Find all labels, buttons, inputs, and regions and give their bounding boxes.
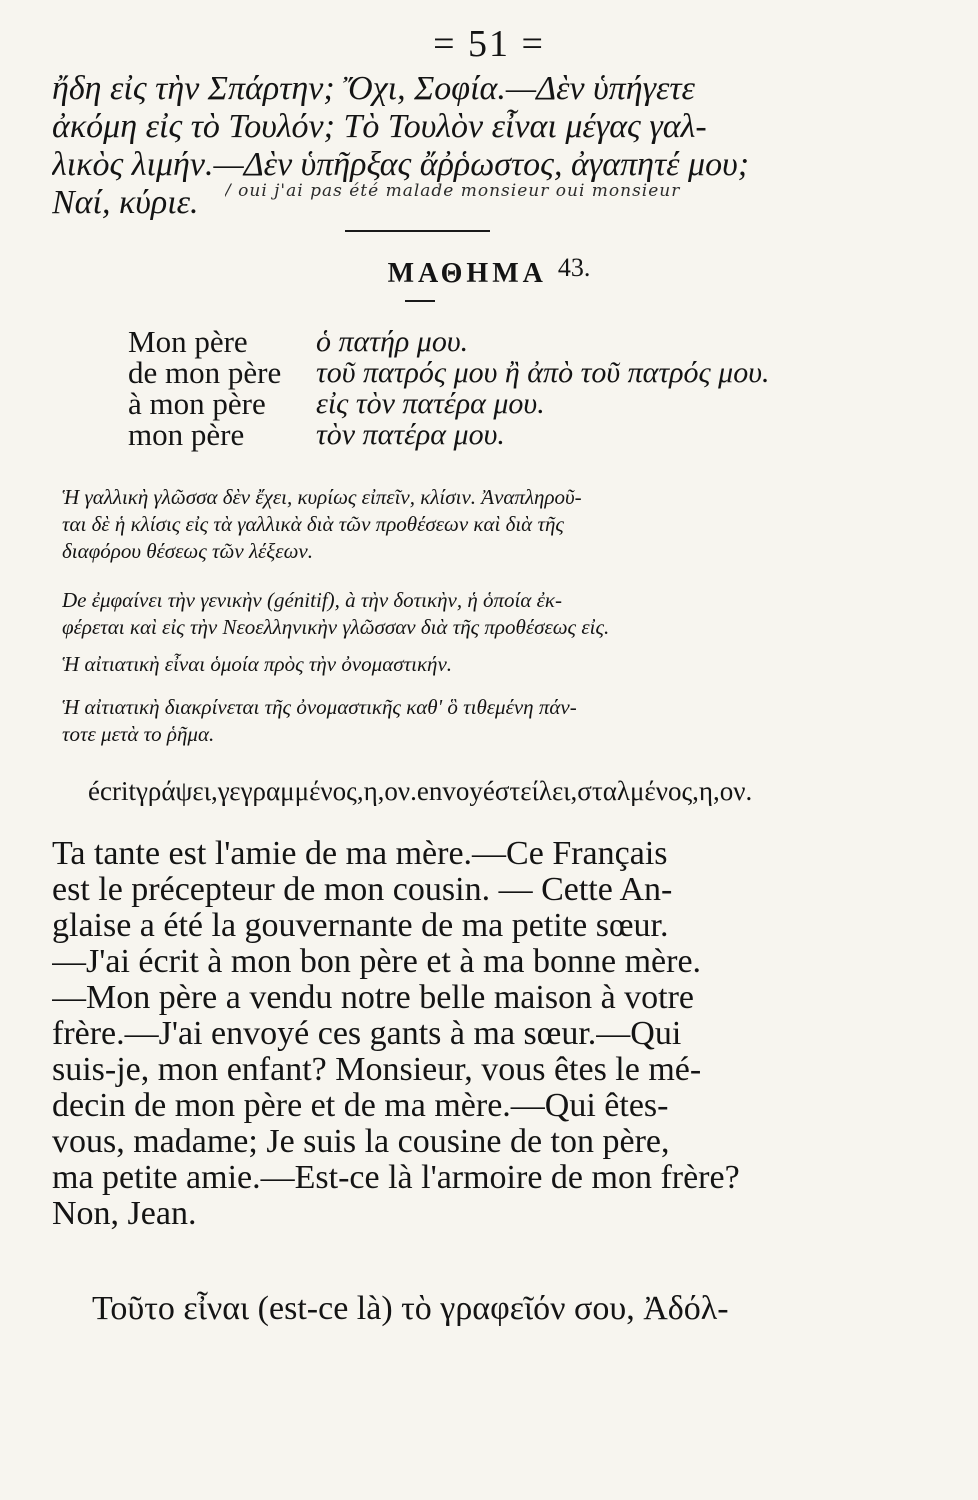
note-line: τοτε μετὰ το ῥῆμα. xyxy=(62,722,215,746)
exercise-line: vous, madame; Je suis la cousine de ton père, xyxy=(52,1124,670,1160)
exercise-line: ma petite amie.—Est-ce là l'armoire de mon frère? xyxy=(52,1160,740,1196)
grammar-note xyxy=(62,587,802,641)
page-number: = 51 = xyxy=(433,23,545,65)
note-line: φέρεται καὶ εἰς τὴν Νεοελληνικὴν γλῶσσαν διὰ τῆς προθέσεως εἰς. xyxy=(62,615,610,639)
french-form: Mon père xyxy=(128,324,248,359)
note-line: Ἡ αἰτιατικὴ διακρίνεται τῆς ὀνομαστικῆς καθ' ὃ τιθεμένη πάν- xyxy=(62,695,577,719)
handwritten-annotation: / oui j'ai pas été malade monsieur oui monsieur xyxy=(225,181,681,201)
text-line: ἤδη εἰς τὴν Σπάρτην; Ὄχι, Σοφία.—Δὲν ὑπήγετε xyxy=(52,70,695,107)
greek-form: εἰς τὸν πατέρα μου. xyxy=(316,387,545,420)
note-line: De ἐμφαίνει τὴν γενικὴν (génitif), à τὴν δοτικὴν, ἡ ὁποία ἐκ- xyxy=(62,588,562,612)
short-divider xyxy=(405,300,435,302)
exercise-line: Non, Jean. xyxy=(52,1196,197,1232)
divider-rule xyxy=(345,230,490,232)
exercise-line: —J'ai écrit à mon bon père et à ma bonne mère. xyxy=(52,944,702,980)
text-line: λικὸς λιμήν.—Δὲν ὑπῆρξας ἄῤῥωστος, ἀγαπητέ μου; xyxy=(52,146,750,183)
exercise-line: Ta tante est l'amie de ma mère.—Ce Français xyxy=(52,836,668,872)
lesson-number: 43. xyxy=(557,253,591,282)
note-line: Ἡ γαλλικὴ γλῶσσα δὲν ἔχει, κυρίως εἰπεῖν, κλίσιν. Ἀναπληροῦ- xyxy=(62,485,582,509)
greek-form: ὁ πατήρ μου. xyxy=(316,325,469,358)
text-line: ἀκόμη εἰς τὸ Τουλόν; Τὸ Τουλὸν εἶναι μέγας γαλ- xyxy=(52,108,707,145)
exercise-line: —Mon père a vendu notre belle maison à votre xyxy=(52,980,695,1016)
exercise-line: suis-je, mon enfant? Monsieur, vous êtes le mé- xyxy=(52,1052,702,1088)
exercise-line: decin de mon père et de ma mère.—Qui êtes- xyxy=(52,1088,669,1124)
exercise-line: frère.—J'ai envoyé ces gants à ma sœur.—Qui xyxy=(52,1016,682,1052)
grammar-note xyxy=(62,694,802,748)
greek-form: τοῦ πατρός μου ἢ ἀπὸ τοῦ πατρός μου. xyxy=(316,356,770,389)
french-form: mon père xyxy=(128,417,245,452)
greek-form: τὸν πατέρα μου. xyxy=(316,418,505,451)
french-exercise xyxy=(52,836,797,1232)
note-line: Ἡ αἰτιατικὴ εἶναι ὁμοία πρὸς τὴν ὀνομαστικήν. xyxy=(62,652,453,676)
note-line: διαφόρου θέσεως τῶν λέξεων. xyxy=(62,539,313,563)
grammar-note xyxy=(62,484,802,565)
closing-line: Τοῦτο εἶναι (est-ce là) τὸ γραφεῖόν σου, Ἀδόλ- xyxy=(92,1290,729,1327)
exercise-line: glaise a été la gouvernante de ma petite sœur. xyxy=(52,908,669,944)
exercise-line: est le précepteur de mon cousin. — Cette An- xyxy=(52,872,673,908)
verb-forms: écritγράψει,γεγραμμένος,η,ον.envoyéστείλει,σταλμένος,η,ον. xyxy=(88,776,753,806)
lesson-title: ΜΑΘΗΜΑ xyxy=(387,258,547,289)
text-line: Ναί, κύριε. xyxy=(52,184,199,221)
grammar-note xyxy=(62,651,802,678)
note-line: ται δὲ ἡ κλίσις εἰς τὰ γαλλικὰ διὰ τῶν προθέσεων καὶ διὰ τῆς xyxy=(62,512,564,536)
french-form: à mon père xyxy=(128,386,266,421)
french-form: de mon père xyxy=(128,355,282,390)
lesson-heading xyxy=(0,253,978,290)
